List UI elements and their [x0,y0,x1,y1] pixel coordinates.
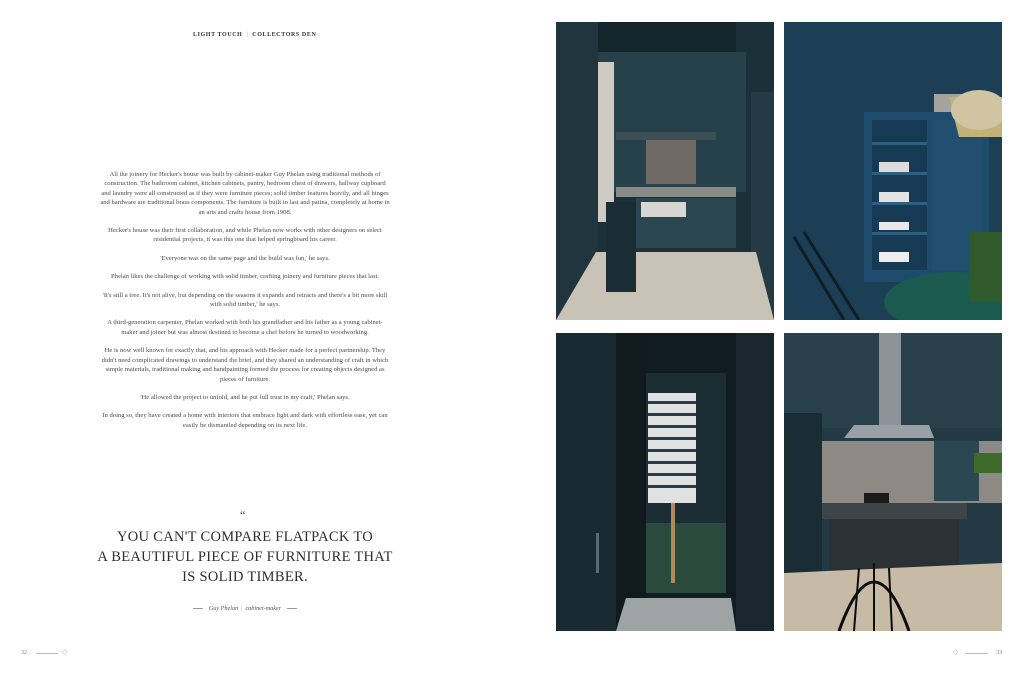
paragraph: Phelan likes the challenge of working with solid timber, crafting joinery and furniture pieces that last. [111,273,379,281]
folio-rule [966,653,988,654]
photo-stove [784,333,1002,631]
photo-bathroom [556,333,774,631]
paragraph: 'Everyone was on the same page and the build was fun,' he says. [160,254,330,262]
pull-quote-line: YOU CAN'T COMPARE FLATPACK TO [117,529,373,545]
paragraph: In doing so, they have created a home with interiors that embrace light and dark with effortless ease, yet can easily be dismantled depending on its next life. [102,412,388,429]
page-number-left: 32 [21,650,27,656]
paragraph: All the joinery for Hecker's house was built by cabinet-maker Guy Phelan using traditional methods of construction. The bathroom cabinet, kitchen cabinets, pantry, bedroom chest of drawers, hallway cupboard and laundry were all constructed as if they were furniture pieces; solid timber features heavily, and all hinges and hardware are traditional brass components. The furniture is built to last and patina, completely at home in an arts and crafts house from 1908. [100,171,390,216]
folio-rule [36,653,58,654]
paragraph: A third-generation carpenter, Phelan worked with both his grandfather and his father as a young cabinet-maker and joiner but was almost destined to become a chef before he turned to woodworking. [107,319,383,336]
attribution-separator: | [241,605,243,612]
folio-ornament-icon: ◇ [62,648,68,656]
paragraph: 'He allowed the project to unfold, and he put full trust in my craft,' Phelan says. [140,393,350,401]
header-section: LIGHT TOUCH [193,32,243,38]
quote-attribution [170,605,320,612]
header-separator: | [246,32,249,38]
quote-role: cabinet-maker [245,605,282,612]
photo-kitchen [556,22,774,320]
article-body [100,170,390,439]
folio-ornament-icon: ◇ [953,648,959,656]
pull-quote-line: IS SOLID TIMBER. [182,569,308,585]
photo-cabinet [784,22,1002,320]
pull-quote [95,527,395,587]
paragraph: He is now well known for exactly that, and his approach with Hecker made for a perfect partnership. They didn't need complicated drawings to understand the brief, and they shared an understanding of craft in which simple materials, traditional making and handpainting formed the process for creating objects designed as pieces of furniture. [101,347,389,383]
running-header [193,32,316,38]
paragraph: Hecker's house was their first collaboration, and while Phelan now works with other designers on select residential projects, it was this one that helped springboard his career. [108,227,382,244]
quote-author: Guy Phelan [208,605,239,612]
page-number-right: 33 [996,650,1002,656]
pull-quote-line: A BEAUTIFUL PIECE OF FURNITURE THAT [97,549,393,565]
quote-mark: “ [240,508,246,522]
header-subsection: COLLECTORS DEN [252,32,317,38]
divider [193,608,203,609]
divider [287,608,297,609]
paragraph: 'It's still a tree. It's not alive, but depending on the seasons it expands and retracts and there's a bit more skill with solid timber,' he says. [102,291,388,309]
